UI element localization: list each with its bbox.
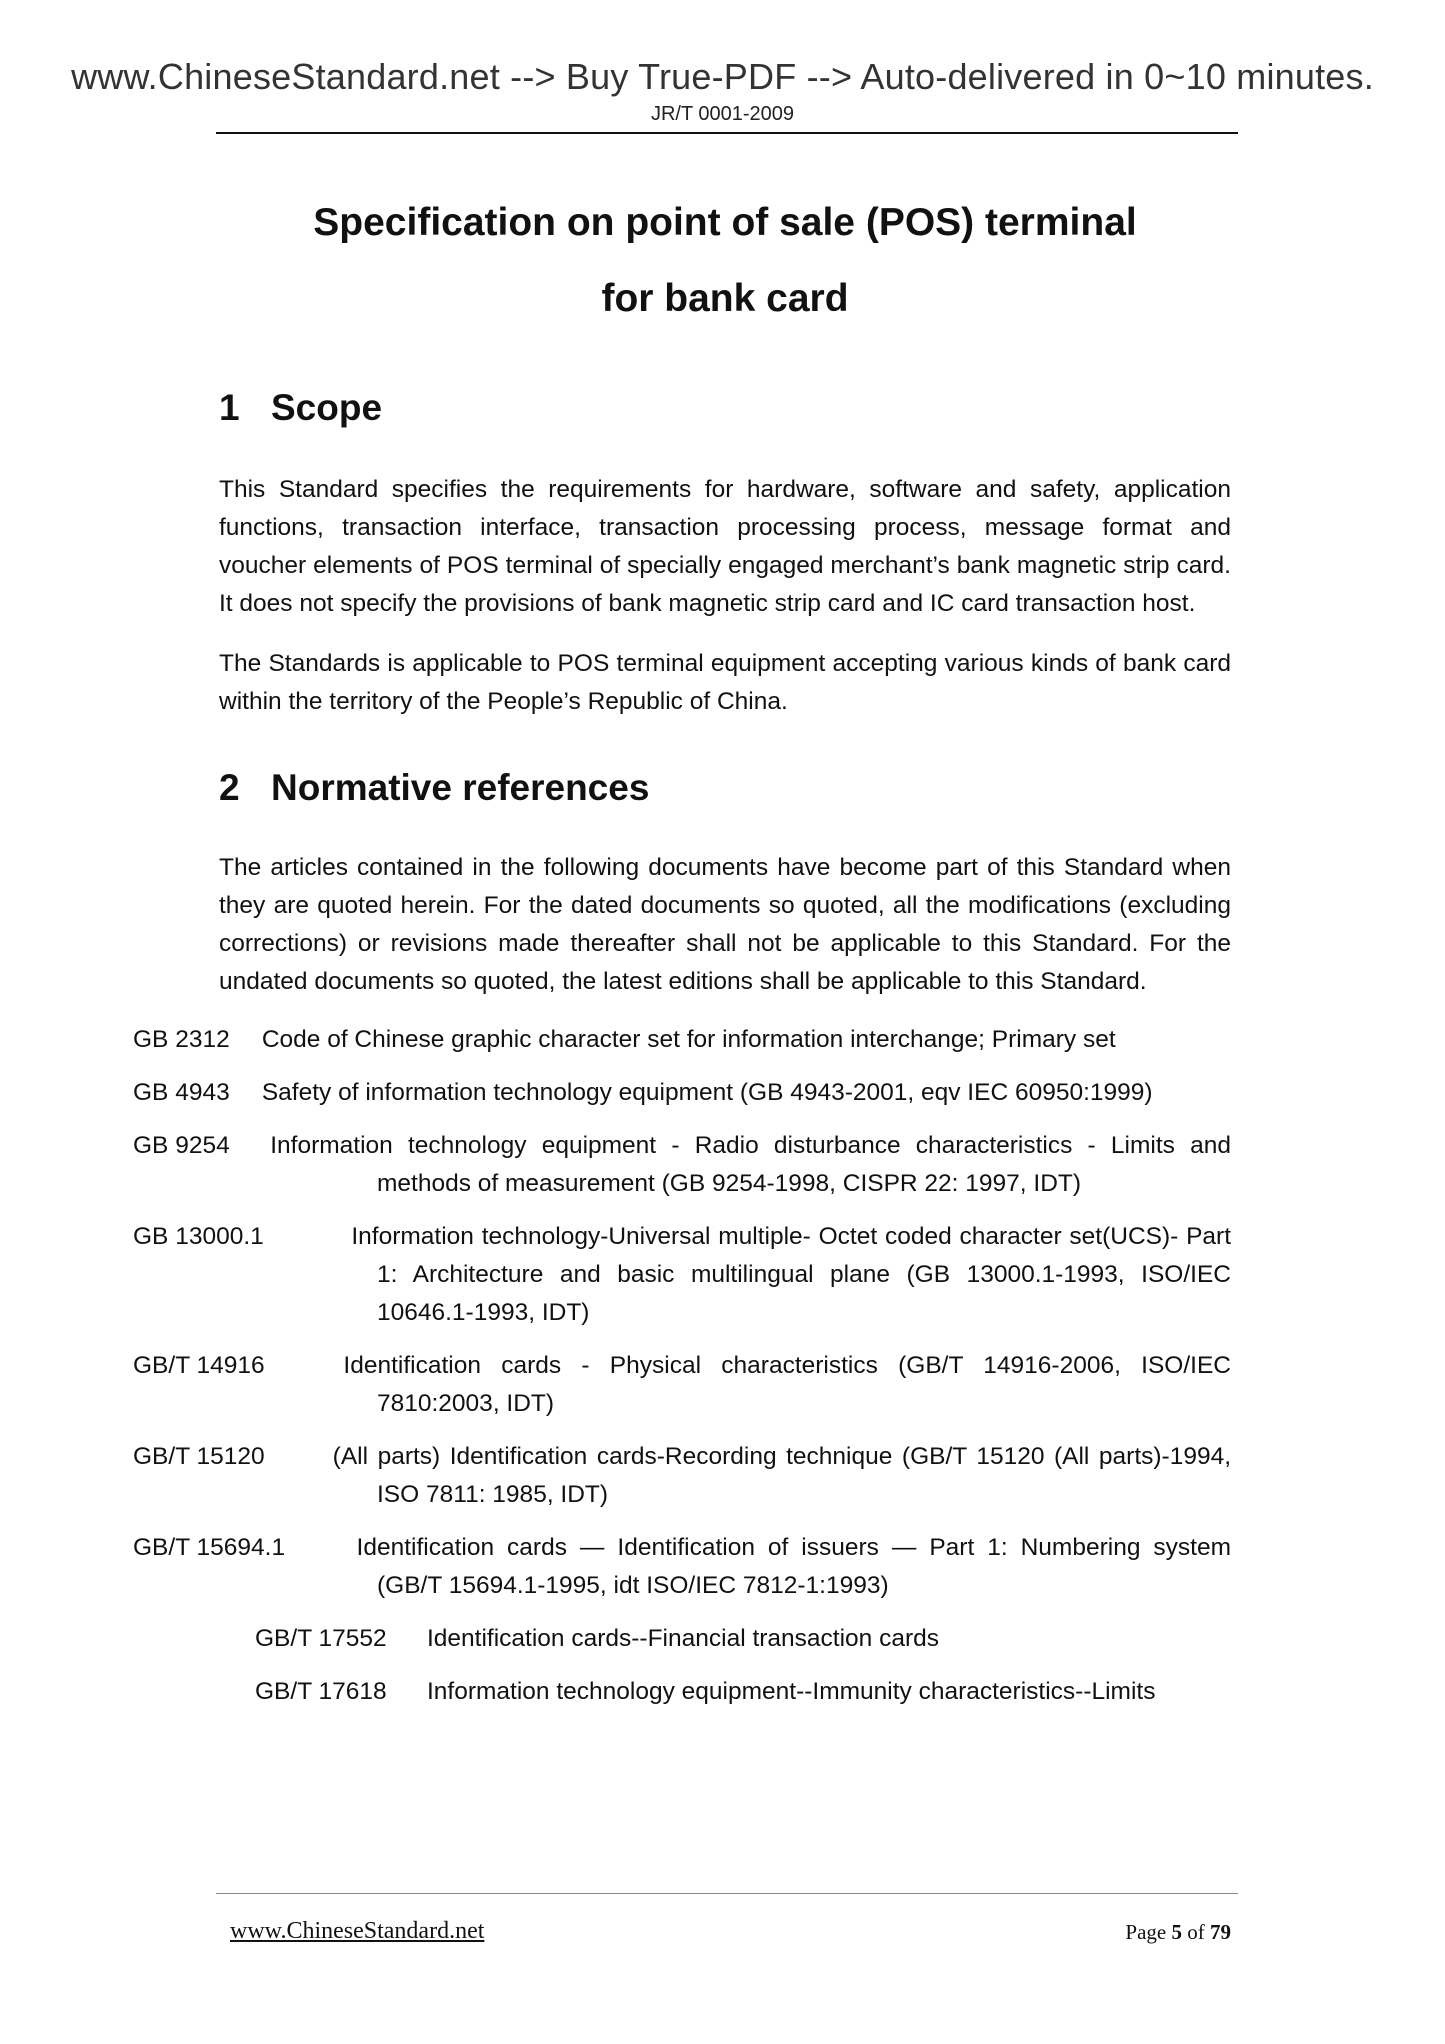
reference-item bbox=[255, 1620, 1231, 1658]
page-number: 5 bbox=[1171, 1920, 1182, 1944]
section-title: Normative references bbox=[271, 767, 650, 808]
document-title bbox=[219, 185, 1231, 337]
reference-text: Identification cards--Financial transaction cards bbox=[427, 1625, 940, 1652]
reference-text: Identification cards - Physical characteristics (GB/T 14916-2006, ISO/IEC 7810:2003, IDT) bbox=[343, 1352, 1231, 1417]
references-intro: The articles contained in the following documents have become part of this Standard when they are quoted herein. For the dated documents so quoted, all the modifications (excluding corrections) or revisions made thereafter shall not be applicable to this Standard. For the undated documents so quoted, the latest editions shall be applicable to this Standard. bbox=[219, 854, 1231, 995]
page-total: 79 bbox=[1210, 1920, 1231, 1944]
reference-text: Safety of information technology equipment (GB 4943-2001, eqv IEC 60950:1999) bbox=[261, 1079, 1153, 1106]
top-banner[interactable]: www.ChineseStandard.net --> Buy True-PDF --> Auto-delivered in 0~10 minutes. bbox=[71, 56, 1374, 97]
page-indicator bbox=[1125, 1920, 1231, 1945]
reference-code: GB/T 15694.1 bbox=[133, 1534, 286, 1561]
reference-text: Information technology equipment - Radio disturbance characteristics - Limits and methods of measurement (GB 9254-1998, CISPR 22: 1997, IDT) bbox=[270, 1132, 1231, 1197]
footer-site-link[interactable]: www.ChineseStandard.net bbox=[230, 1918, 485, 1944]
scope-paragraph-2: The Standards is applicable to POS terminal equipment accepting various kinds of bank card within the territory of the People’s Republic of China. bbox=[219, 650, 1231, 715]
reference-item bbox=[255, 1673, 1231, 1711]
reference-text: Information technology-Universal multiple- Octet coded character set(UCS)- Part 1: Architecture and basic multilingual plane (GB 13000.1-1993, ISO/IEC 10646.1-1993, IDT) bbox=[351, 1223, 1232, 1326]
header-divider bbox=[216, 132, 1238, 134]
reference-item: GB 2312 Code of Chinese graphic character set for information interchange; Primary set bbox=[133, 1026, 1116, 1053]
reference-item bbox=[133, 1347, 1231, 1423]
section-heading-normative-references bbox=[219, 767, 1231, 809]
standard-code: JR/T 0001-2009 bbox=[650, 103, 795, 125]
reference-code: GB/T 14916 bbox=[133, 1352, 265, 1379]
reference-item: GB 4943 Safety of information technology equipment (GB 4943-2001, eqv IEC 60950:1999) bbox=[133, 1079, 1153, 1106]
reference-item: GB 9254 Information technology equipment - Radio disturbance characteristics - Limits and methods of measurement (GB 9254-1998, CISPR 22: 1997, IDT) bbox=[133, 1132, 1231, 1197]
section-heading-scope bbox=[219, 387, 1231, 429]
reference-code: GB/T 17618 bbox=[255, 1678, 387, 1705]
reference-text: Code of Chinese graphic character set for information interchange; Primary set bbox=[261, 1026, 1116, 1053]
reference-item bbox=[133, 1438, 1231, 1514]
reference-code: GB/T 17552 bbox=[255, 1625, 387, 1652]
scope-paragraph-1: This Standard specifies the requirements for hardware, software and safety, application functions, transaction interface, transaction processing process, message format and voucher elements of POS terminal of specially engaged merchant’s bank magnetic strip card. It does not specify the provisions of bank magnetic strip card and IC card transaction host. bbox=[219, 476, 1231, 617]
page-prefix: Page bbox=[1125, 1920, 1167, 1944]
reference-text: Identification cards — Identification of issuers — Part 1: Numbering system (GB/T 15694.1-1995, idt ISO/IEC 7812-1:1993) bbox=[356, 1534, 1231, 1599]
reference-list bbox=[133, 1021, 1232, 1711]
page-of: of bbox=[1187, 1920, 1205, 1944]
reference-text: (All parts) Identification cards-Recording technique (GB/T 15120 (All parts)-1994, ISO 7811: 1985, IDT) bbox=[332, 1443, 1231, 1508]
title-line-2: for bank card bbox=[601, 277, 849, 320]
section-title: Scope bbox=[271, 387, 383, 428]
page-content bbox=[133, 185, 1232, 1726]
footer-divider bbox=[216, 1893, 1238, 1894]
section-number: 1 bbox=[219, 387, 240, 428]
reference-item bbox=[133, 1218, 1232, 1332]
reference-code: GB/T 15120 bbox=[133, 1443, 265, 1470]
title-line-1: Specification on point of sale (POS) terminal bbox=[313, 201, 1137, 244]
reference-item bbox=[133, 1529, 1231, 1605]
reference-text: Information technology equipment--Immunity characteristics--Limits bbox=[427, 1678, 1156, 1705]
section-number: 2 bbox=[219, 767, 240, 808]
reference-code: GB 13000.1 bbox=[133, 1223, 264, 1250]
